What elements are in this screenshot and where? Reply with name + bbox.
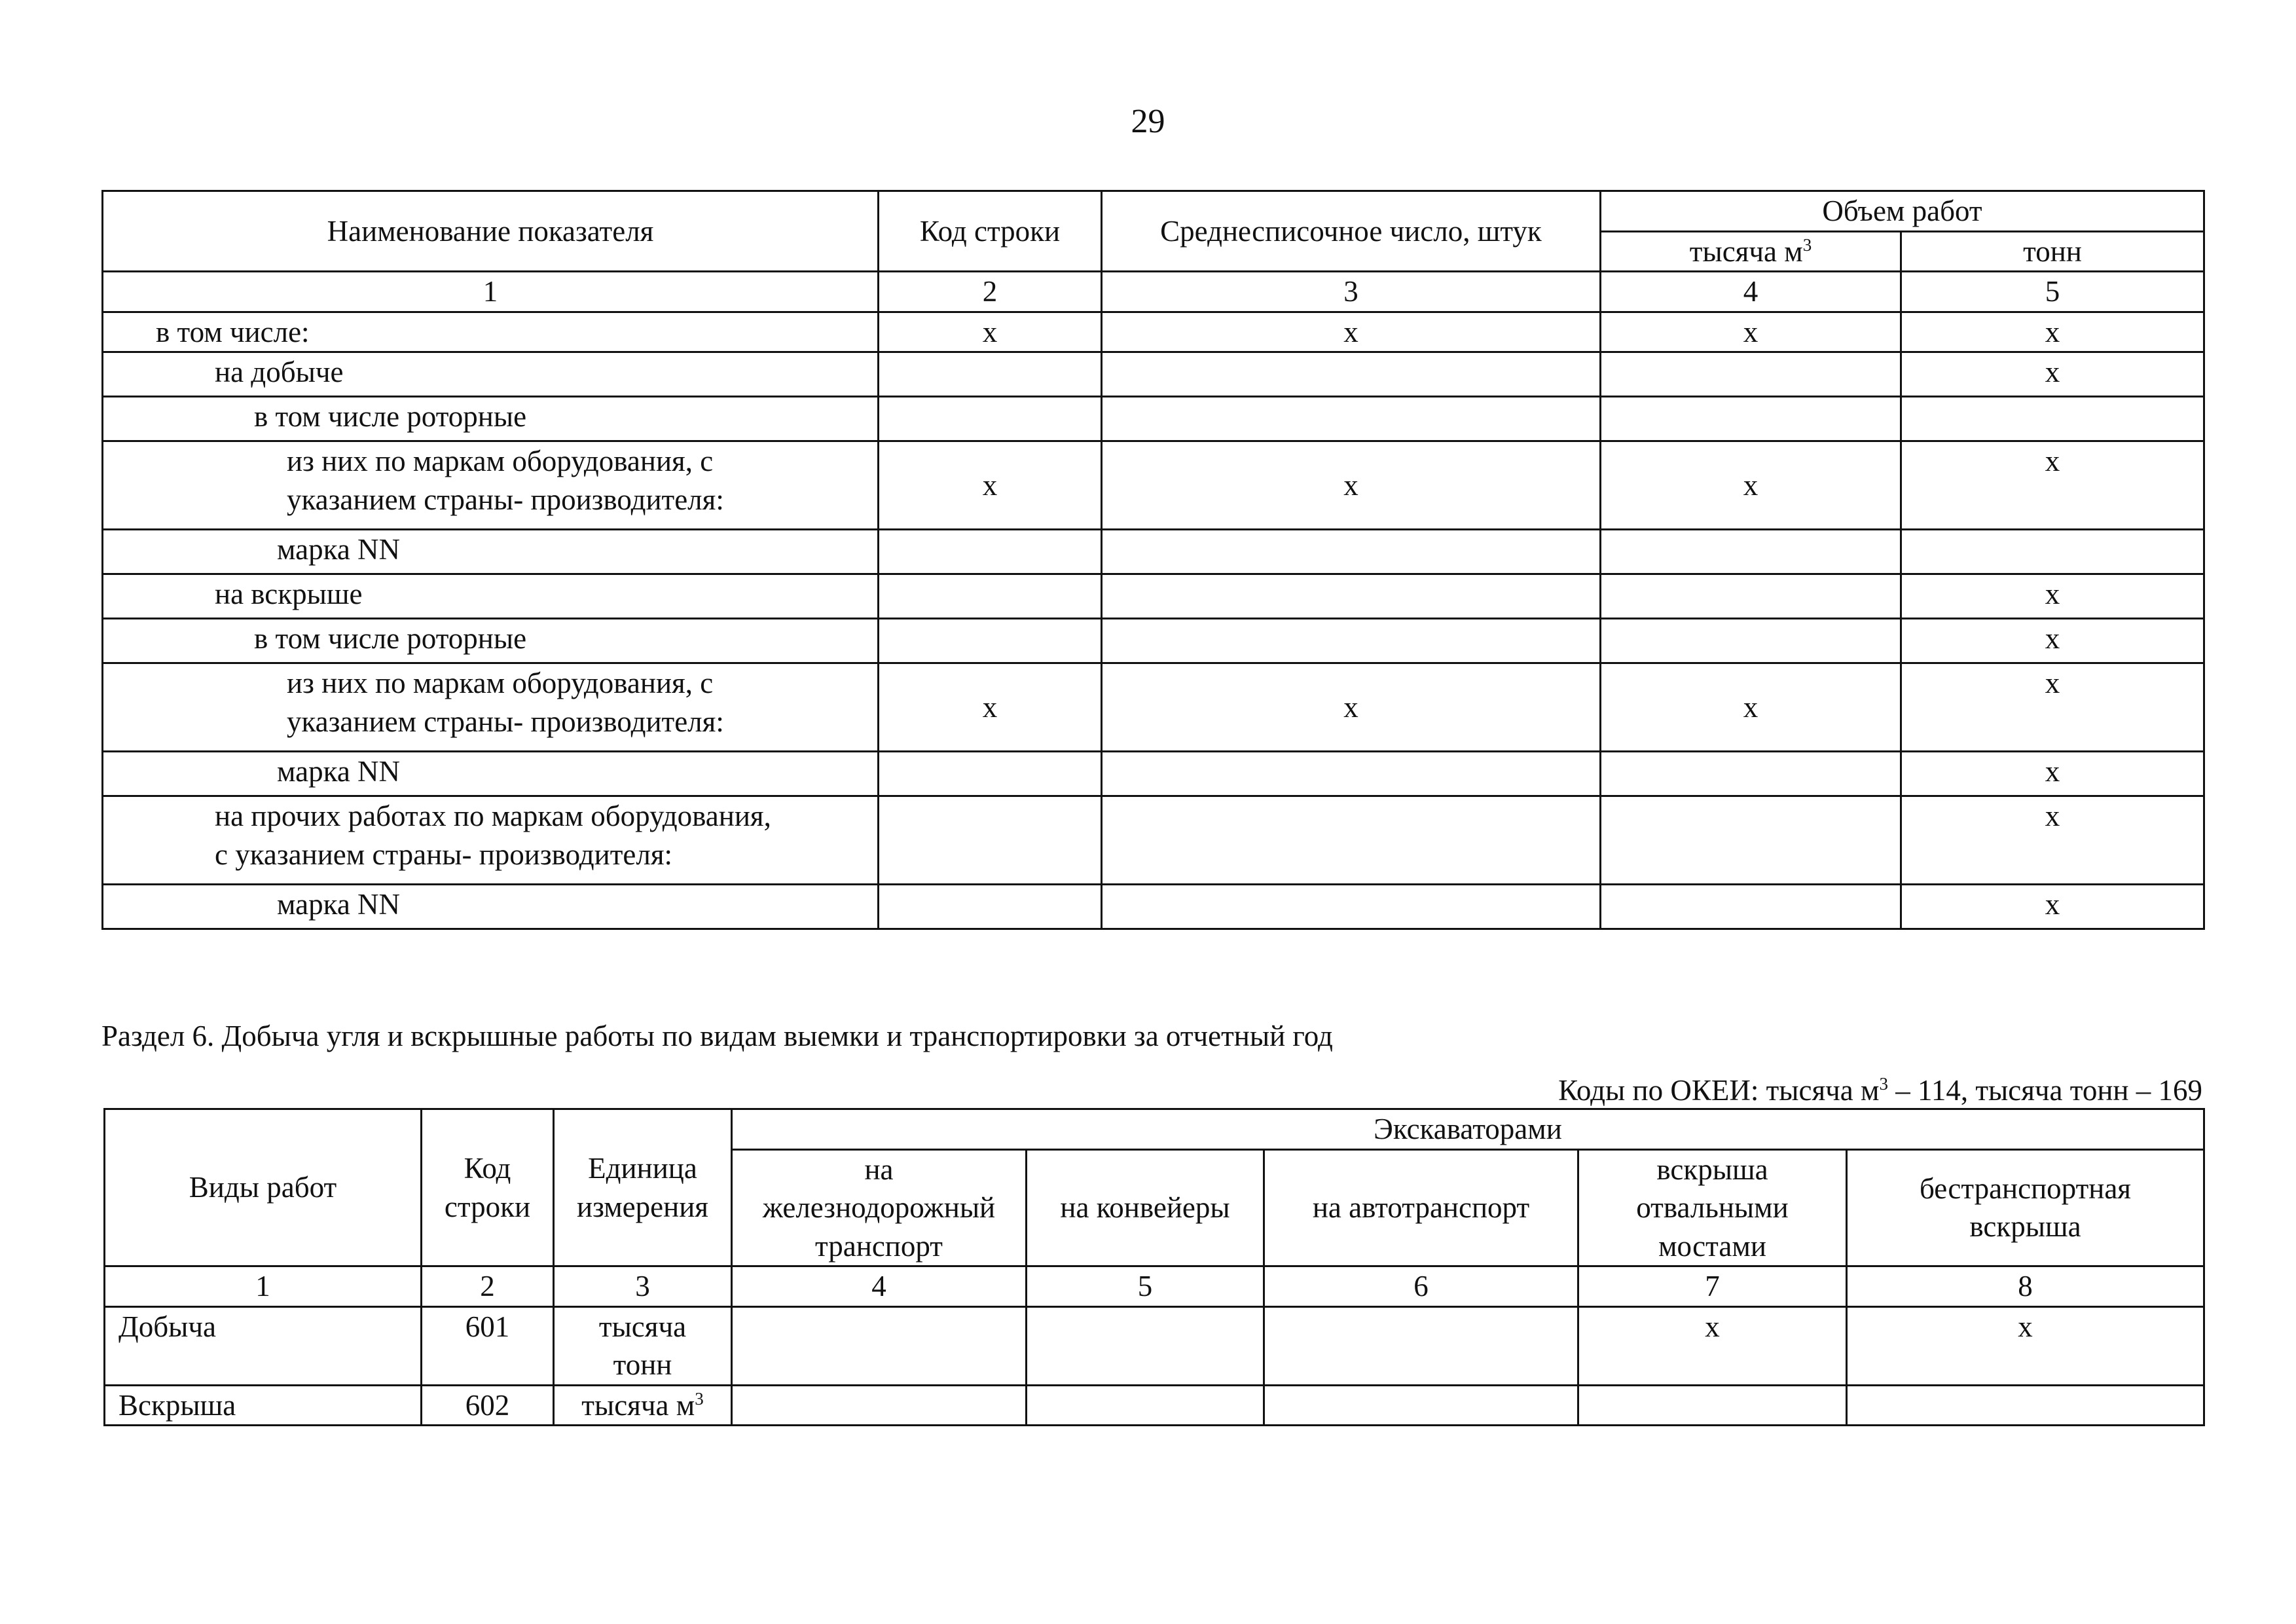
- header-thousand-m3: тысяча $м^3$: [1601, 231, 1901, 272]
- row-label: марка NN: [103, 752, 879, 796]
- column-number: 3: [1102, 272, 1601, 312]
- row-conveyors: [1027, 1306, 1264, 1385]
- row-count: x: [1102, 312, 1601, 352]
- column-number: 1: [105, 1266, 422, 1307]
- row-nontransport: x: [1847, 1306, 2204, 1385]
- header-avg-count: Среднесписочное число, штук: [1102, 191, 1601, 272]
- table-row: [103, 530, 2204, 574]
- row-conveyors: [1027, 1385, 1264, 1426]
- row-count: [1102, 796, 1601, 885]
- row-code: x: [879, 663, 1102, 752]
- row-code: x: [879, 441, 1102, 530]
- table-row: [103, 619, 2204, 663]
- row-tonnes: x: [1901, 619, 2204, 663]
- row-count: x: [1102, 441, 1601, 530]
- header-tonnes: тонн: [1901, 231, 2204, 272]
- row-count: [1102, 752, 1601, 796]
- row-bridges: [1578, 1385, 1847, 1426]
- table-row: [105, 1306, 2204, 1385]
- row-unit: тысяча тонн: [554, 1306, 732, 1385]
- row-label: из них по маркам оборудования, с указанием страны- производителя:: [103, 663, 879, 752]
- row-tonnes: x: [1901, 574, 2204, 619]
- row-m3: [1601, 619, 1901, 663]
- table-row: [105, 1385, 2204, 1426]
- header-nontransport: бестранспортная вскрыша: [1847, 1149, 2204, 1266]
- column-number: 2: [879, 272, 1102, 312]
- row-code: [879, 352, 1102, 397]
- row-m3: [1601, 796, 1901, 885]
- row-count: [1102, 885, 1601, 929]
- row-count: [1102, 352, 1601, 397]
- row-m3: [1601, 574, 1901, 619]
- row-code: [879, 752, 1102, 796]
- row-label: на добыче: [103, 352, 879, 397]
- column-number: 8: [1847, 1266, 2204, 1307]
- row-unit: тысяча $м^3$: [554, 1385, 732, 1426]
- row-count: [1102, 397, 1601, 441]
- column-number-row: [105, 1266, 2204, 1307]
- header-volume: Объем работ: [1601, 191, 2204, 232]
- row-code: 602: [422, 1385, 554, 1426]
- row-rail: [732, 1306, 1027, 1385]
- equipment-table: [101, 190, 2205, 930]
- table-row: [103, 885, 2204, 929]
- row-label: в том числе роторные: [103, 397, 879, 441]
- row-code: [879, 796, 1102, 885]
- row-nontransport: [1847, 1385, 2204, 1426]
- row-m3: [1601, 352, 1901, 397]
- column-number: 5: [1027, 1266, 1264, 1307]
- row-tonnes: x: [1901, 312, 2204, 352]
- table-row: [103, 441, 2204, 530]
- header-name: Наименование показателя: [103, 191, 879, 272]
- header-rail: на железнодорожный транспорт: [732, 1149, 1027, 1266]
- header-unit: Единица измерения: [554, 1109, 732, 1266]
- section-title: Раздел 6. Добыча угля и вскрышные работы по видам выемки и транспортировки за отчетный год: [101, 1020, 1333, 1052]
- row-tonnes: x: [1901, 796, 2204, 885]
- column-number: 6: [1264, 1266, 1578, 1307]
- column-number: 1: [103, 272, 879, 312]
- row-code: x: [879, 312, 1102, 352]
- row-m3: x: [1601, 663, 1901, 752]
- row-label: марка NN: [103, 530, 879, 574]
- row-count: [1102, 619, 1601, 663]
- row-tonnes: x: [1901, 441, 2204, 530]
- table-row: [103, 312, 2204, 352]
- column-number: 5: [1901, 272, 2204, 312]
- column-number: 4: [732, 1266, 1027, 1307]
- page-number: 29: [1131, 103, 1165, 140]
- row-tonnes: x: [1901, 885, 2204, 929]
- row-m3: [1601, 530, 1901, 574]
- row-m3: [1601, 752, 1901, 796]
- table-row: [103, 796, 2204, 885]
- row-label: в том числе:: [103, 312, 879, 352]
- row-tonnes: x: [1901, 352, 2204, 397]
- header-excavators: Экскаваторами: [732, 1109, 2204, 1150]
- header-work-types: Виды работ: [105, 1109, 422, 1266]
- column-number: 3: [554, 1266, 732, 1307]
- okei-codes: Коды по ОКЕИ: тысяча $м^3 - 114$, тысяча тонн – 169: [1558, 1074, 2202, 1107]
- table-row: [103, 574, 2204, 619]
- row-autotransport: [1264, 1385, 1578, 1426]
- table-row: [103, 752, 2204, 796]
- row-count: [1102, 574, 1601, 619]
- row-work-type: Добыча: [105, 1306, 422, 1385]
- column-number-row: [103, 272, 2204, 312]
- row-bridges: x: [1578, 1306, 1847, 1385]
- row-tonnes: [1901, 530, 2204, 574]
- row-count: x: [1102, 663, 1601, 752]
- row-rail: [732, 1385, 1027, 1426]
- row-code: [879, 619, 1102, 663]
- row-code: 601: [422, 1306, 554, 1385]
- table-row: [103, 397, 2204, 441]
- table-row: [103, 352, 2204, 397]
- row-work-type: Вскрыша: [105, 1385, 422, 1426]
- row-label: на вскрыше: [103, 574, 879, 619]
- column-number: 4: [1601, 272, 1901, 312]
- row-tonnes: x: [1901, 663, 2204, 752]
- header-bridges: вскрыша отвальными мостами: [1578, 1149, 1847, 1266]
- row-code: [879, 574, 1102, 619]
- row-code: [879, 530, 1102, 574]
- row-m3: [1601, 397, 1901, 441]
- header-conveyors: на конвейеры: [1027, 1149, 1264, 1266]
- header-code: Код строки: [422, 1109, 554, 1266]
- row-m3: x: [1601, 441, 1901, 530]
- row-autotransport: [1264, 1306, 1578, 1385]
- row-count: [1102, 530, 1601, 574]
- row-code: [879, 397, 1102, 441]
- row-tonnes: [1901, 397, 2204, 441]
- row-label: из них по маркам оборудования, с указанием страны- производителя:: [103, 441, 879, 530]
- row-label: на прочих работах по маркам оборудования, с указанием страны- производителя:: [103, 796, 879, 885]
- mining-table: [103, 1108, 2205, 1426]
- header-row: [105, 1109, 2204, 1150]
- row-label: марка NN: [103, 885, 879, 929]
- header-autotransport: на автотранспорт: [1264, 1149, 1578, 1266]
- row-label: в том числе роторные: [103, 619, 879, 663]
- header-code: Код строки: [879, 191, 1102, 272]
- row-tonnes: x: [1901, 752, 2204, 796]
- table-row: [103, 663, 2204, 752]
- row-m3: x: [1601, 312, 1901, 352]
- header-row: [103, 191, 2204, 232]
- row-m3: [1601, 885, 1901, 929]
- column-number: 2: [422, 1266, 554, 1307]
- row-code: [879, 885, 1102, 929]
- column-number: 7: [1578, 1266, 1847, 1307]
